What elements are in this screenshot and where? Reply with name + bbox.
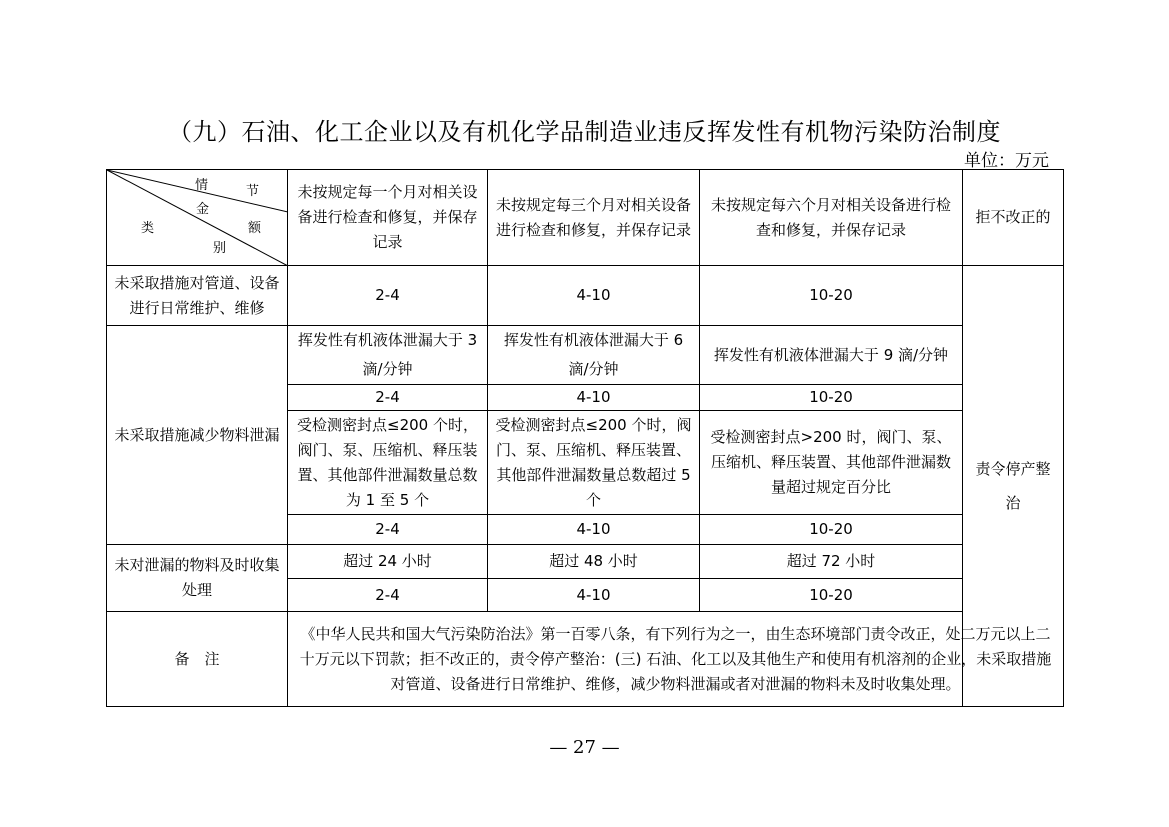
row-label: 未采取措施减少物料泄漏 [107, 326, 288, 545]
corner-char: 金 [196, 202, 210, 217]
condition-cell: 超过 24 小时 [288, 545, 488, 579]
corner-char: 类 [141, 221, 155, 236]
row-label: 未对泄漏的物料及时收集处理 [107, 545, 288, 612]
amount-cell: 2-4 [288, 266, 488, 326]
corner-header-cell [107, 170, 288, 266]
condition-cell: 受检测密封点>200 时，阀门、泵、压缩机、释压装置、其他部件泄漏数量超过规定百分比 [700, 411, 963, 515]
amount-cell: 2-4 [288, 515, 488, 545]
penalty-table [106, 169, 1064, 707]
amount-cell: 10-20 [700, 515, 963, 545]
page-number: — 27 — [549, 737, 620, 758]
condition-cell: 超过 72 小时 [700, 545, 963, 579]
amount-cell: 10-20 [700, 266, 963, 326]
table-row [107, 266, 1064, 326]
condition-cell: 挥发性有机液体泄漏大于 9 滴/分钟 [700, 326, 963, 385]
condition-cell: 受检测密封点≤200 个时，阀门、泵、压缩机、释压装置、其他部件泄漏数量总数超过 5 个 [488, 411, 700, 515]
condition-cell: 挥发性有机液体泄漏大于 3 滴/分钟 [288, 326, 488, 385]
note-row [107, 612, 1064, 707]
corner-char: 情 [195, 178, 209, 193]
amount-cell: 4-10 [488, 515, 700, 545]
condition-cell: 超过 48 小时 [488, 545, 700, 579]
condition-cell: 挥发性有机液体泄漏大于 6 滴/分钟 [488, 326, 700, 385]
corner-char: 别 [213, 241, 227, 256]
amount-cell: 2-4 [288, 579, 488, 612]
header-cell-refuse: 拒不改正的 [963, 170, 1064, 266]
table-row [107, 545, 1064, 579]
condition-cell: 受检测密封点≤200 个时，阀门、泵、压缩机、释压装置、其他部件泄漏数量总数为 1 至 5 个 [288, 411, 488, 515]
row-label: 未采取措施对管道、设备进行日常维护、维修 [107, 266, 288, 326]
page-title: （九）石油、化工企业以及有机化学品制造业违反挥发性有机物污染防治制度 [168, 118, 1001, 146]
header-cell-half-year: 未按规定每六个月对相关设备进行检查和修复，并保存记录 [700, 170, 963, 266]
table-row [107, 326, 1064, 385]
amount-cell: 4-10 [488, 385, 700, 411]
note-label: 备 注 [107, 612, 288, 707]
unit-label: 单位：万元 [964, 151, 1049, 171]
amount-cell: 4-10 [488, 579, 700, 612]
amount-cell: 2-4 [288, 385, 488, 411]
amount-cell: 10-20 [700, 579, 963, 612]
refuse-text: 责令停产整治 [975, 460, 1051, 512]
amount-cell: 10-20 [700, 385, 963, 411]
corner-char: 额 [248, 221, 262, 236]
amount-cell: 4-10 [488, 266, 700, 326]
corner-char: 节 [246, 184, 260, 199]
header-cell-quarterly: 未按规定每三个月对相关设备进行检查和修复，并保存记录 [488, 170, 700, 266]
header-cell-monthly: 未按规定每一个月对相关设备进行检查和修复，并保存记录 [288, 170, 488, 266]
note-text: 《中华人民共和国大气污染防治法》第一百零八条，有下列行为之一，由生态环境部门责令改正，处二万元以上二十万元以下罚款；拒不改正的，责令停产整治：(三) 石油、化工以及其他生产和使用有机溶剂的企业，未采取措施对管道、设备进行日常维护、维修，减少物料泄漏或者对泄漏的物料未及时收集处理。 [288, 612, 1064, 707]
header-row [107, 170, 1064, 266]
